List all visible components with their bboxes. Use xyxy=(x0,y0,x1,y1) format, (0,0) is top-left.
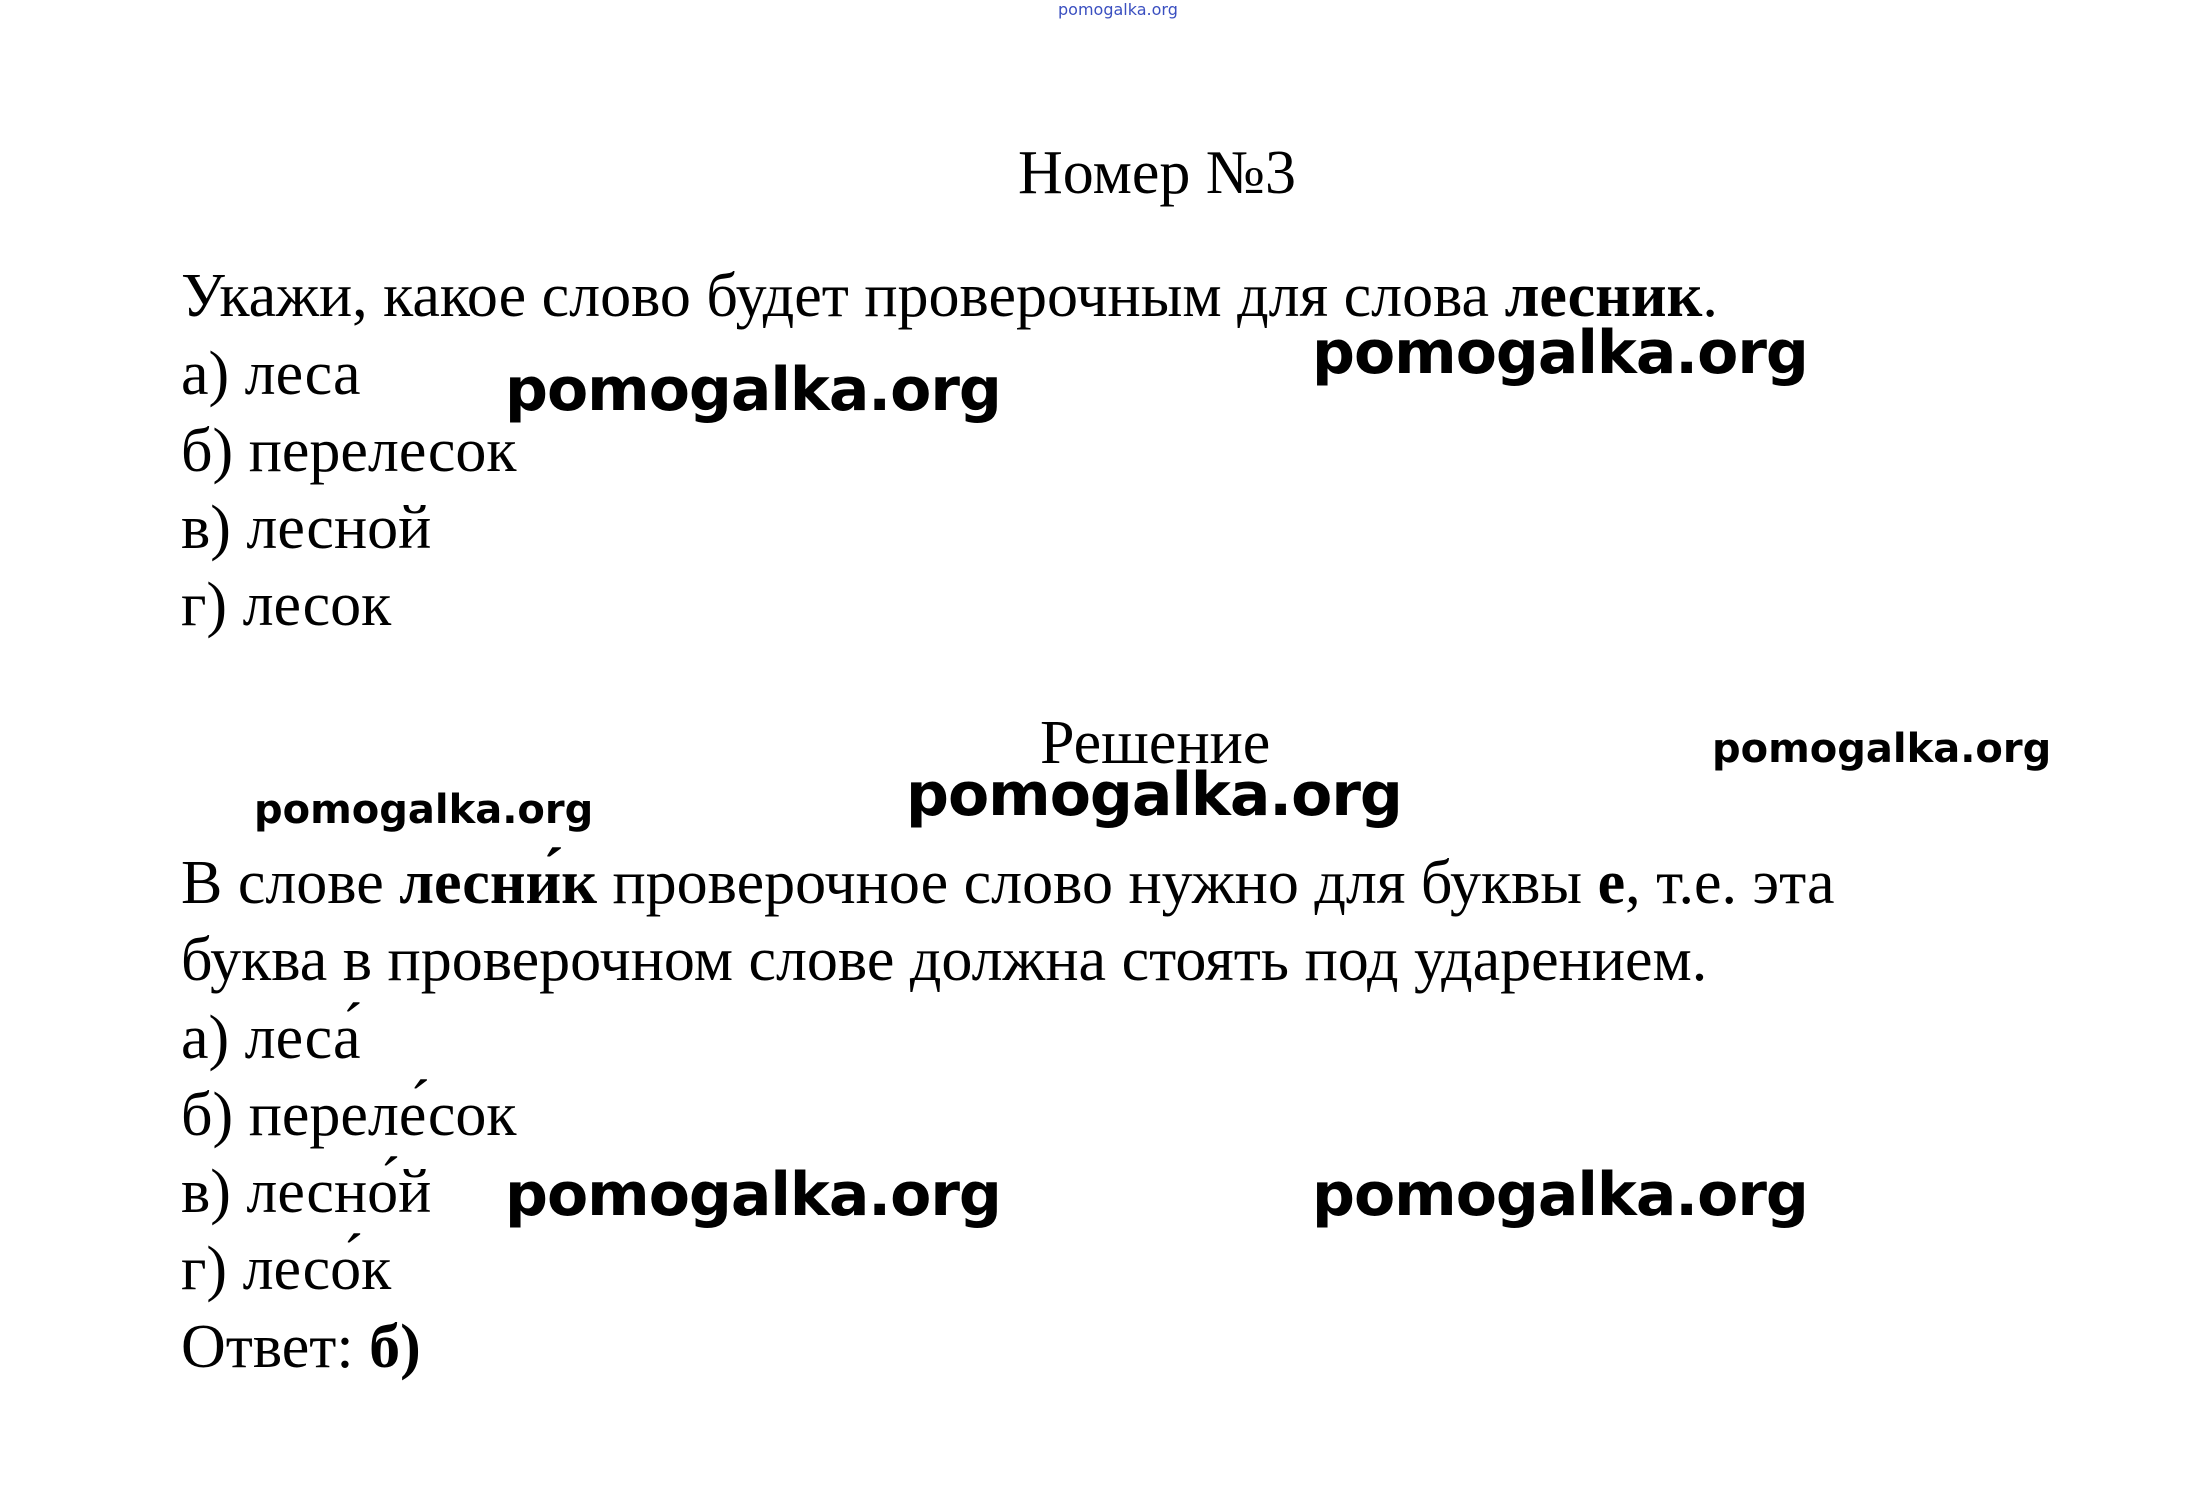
p1-text-a: В слове xyxy=(181,849,400,917)
p1-text-c: , т.е. эта xyxy=(1625,849,1835,917)
solution-paragraph-line2: буква в проверочном слове должна стоять под ударением. xyxy=(181,926,1708,994)
solution-paragraph-line1 xyxy=(181,849,1835,917)
watermark: pomogalka.org xyxy=(1712,726,2052,772)
solution-option-d: г) лесо́к xyxy=(181,1235,392,1303)
question-prefix: Укажи, какое слово будет проверочным для слова xyxy=(181,262,1505,330)
p1-word: лесни́к xyxy=(399,849,597,917)
solution-option-a: а) леса́ xyxy=(181,1004,361,1072)
task-option-c: в) лесной xyxy=(181,494,432,562)
task-option-d: г) лесок xyxy=(181,571,392,639)
watermark: pomogalka.org xyxy=(505,355,1001,425)
watermark: pomogalka.org xyxy=(906,760,1402,830)
watermark: pomogalka.org xyxy=(254,787,594,833)
solution-option-b: б) переле́сок xyxy=(181,1081,517,1149)
answer-value: б) xyxy=(369,1313,421,1381)
task-option-a: а) леса xyxy=(181,340,361,408)
watermark: pomogalka.org xyxy=(1312,318,1808,388)
solution-heading: Решение xyxy=(1040,709,1271,777)
watermark-top: pomogalka.org xyxy=(1058,0,1178,19)
p1-letter: е xyxy=(1597,849,1626,917)
p1-text-b: проверочное слово нужно для буквы xyxy=(597,849,1598,917)
solution-option-c: в) лесно́й xyxy=(181,1158,432,1226)
watermark: pomogalka.org xyxy=(1312,1160,1808,1230)
answer-label: Ответ: xyxy=(181,1313,370,1381)
watermark: pomogalka.org xyxy=(505,1160,1001,1230)
question-suffix: . xyxy=(1702,262,1718,330)
answer-line xyxy=(181,1313,421,1381)
task-option-b: б) перелесок xyxy=(181,417,517,485)
task-title: Номер №3 xyxy=(1018,139,1297,207)
question-word: лесник xyxy=(1504,262,1703,330)
